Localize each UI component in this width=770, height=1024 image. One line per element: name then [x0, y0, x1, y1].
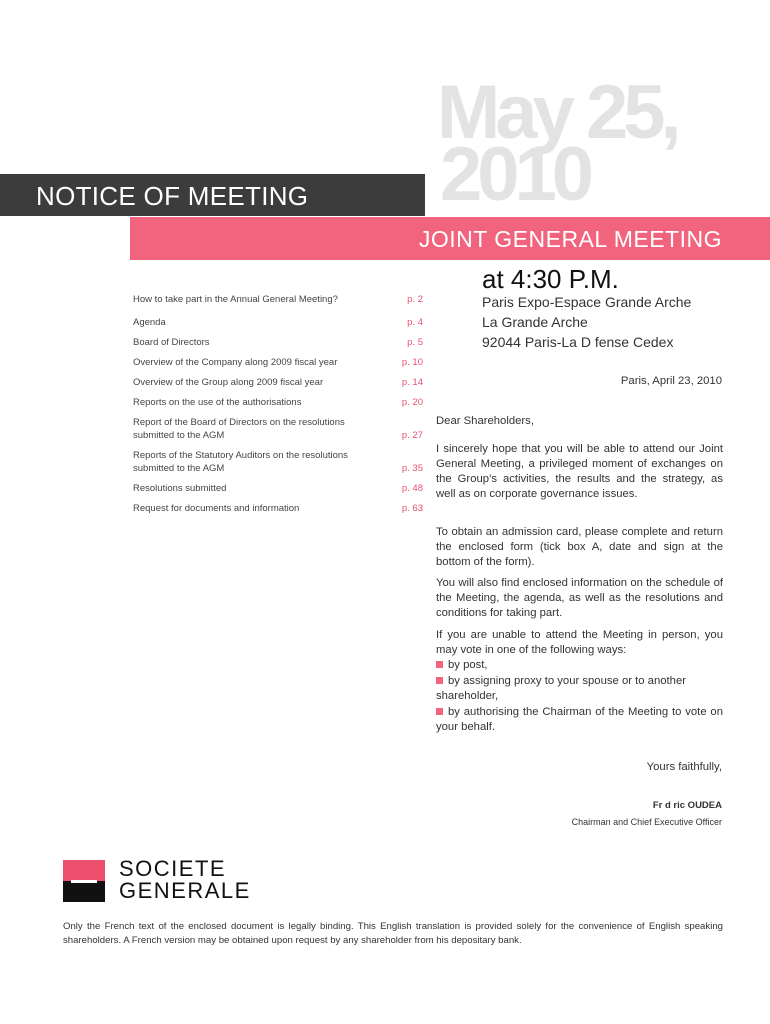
toc-item[interactable]: [133, 316, 423, 329]
toc-item-label: Report of the Board of Directors on the resolutions submitted to the AGM: [133, 417, 345, 441]
toc-item[interactable]: [133, 376, 423, 389]
toc-item-page: p. 63: [401, 503, 423, 514]
meeting-date-line2: 2010: [440, 132, 590, 217]
toc-item[interactable]: [133, 396, 423, 409]
toc-item-label: How to take part in the Annual General Meeting?: [133, 294, 338, 305]
toc-item-label: Reports of the Statutory Auditors on the resolutions submitted to the AGM: [133, 450, 348, 474]
meeting-title-bar: [130, 217, 770, 260]
notice-title-bar: [0, 174, 425, 216]
toc-item-label: Overview of the Company along 2009 fiscal year: [133, 357, 338, 368]
societe-generale-logo-icon: [63, 860, 105, 902]
toc-item[interactable]: [133, 356, 423, 369]
toc-item-page: p. 4: [407, 317, 423, 328]
toc-item-label: Request for documents and information: [133, 503, 300, 514]
toc-item-page: p. 35: [401, 463, 423, 474]
meeting-time: at 4:30 P.M.: [482, 264, 619, 294]
venue-line: 92044 Paris-La D fense Cedex: [482, 334, 674, 350]
meeting-title: JOINT GENERAL MEETING: [418, 226, 722, 252]
letter-closing: Yours faithfully,: [646, 761, 722, 773]
letter-paragraph: You will also find enclosed information on the schedule of the Meeting, the agenda, as well as the resolutions and conditions for taking part.: [436, 577, 723, 619]
toc-item-page: p. 48: [401, 483, 423, 494]
toc-item-page: p. 14: [401, 377, 423, 388]
vote-option-bullet: by post,: [436, 658, 723, 673]
legal-disclaimer: Only the French text of the enclosed document is legally binding. This English translation is provided solely for the convenience of English speaking shareholders. A French version may be obtained upon request by any shareholder from his depositary bank.: [63, 921, 723, 946]
toc-item-page: p. 10: [401, 357, 423, 368]
toc-item[interactable]: [133, 502, 423, 515]
toc-item[interactable]: [133, 449, 423, 475]
toc-item-label: Overview of the Group along 2009 fiscal year: [133, 377, 324, 388]
toc-item[interactable]: [133, 336, 423, 349]
toc-item-page: p. 20: [401, 397, 423, 408]
letter-salutation: Dear Shareholders,: [436, 415, 534, 427]
letter-paragraph: If you are unable to attend the Meeting in person, you may vote in one of the following ways:: [436, 629, 723, 656]
toc-item-page: p. 5: [407, 337, 423, 348]
logo-wordmark: [119, 858, 251, 902]
venue-line: La Grande Arche: [482, 314, 588, 330]
vote-option-bullet: by authorising the Chairman of the Meeting to vote on your behalf.: [436, 706, 723, 733]
toc-item-label: Agenda: [133, 317, 166, 328]
signer-title: Chairman and Chief Executive Officer: [571, 817, 722, 827]
notice-title: NOTICE OF MEETING: [36, 181, 309, 211]
letter-place-date: Paris, April 23, 2010: [620, 375, 722, 387]
toc-item[interactable]: [133, 416, 423, 442]
venue-line: Paris Expo-Espace Grande Arche: [482, 294, 692, 310]
toc-item-label: Resolutions submitted: [133, 483, 227, 494]
letter-paragraph: To obtain an admission card, please complete and return the enclosed form (tick box A, date and sign at the bottom of the form).: [436, 526, 723, 568]
toc-item-label: Reports on the use of the authorisations: [133, 397, 302, 408]
letter-paragraph: I sincerely hope that you will be able to attend our Joint General Meeting, a privileged moment of exchanges on the Group’s activities, the results and the strategy, as well as on corporate governance issues.: [436, 443, 723, 500]
toc-item[interactable]: [133, 293, 423, 306]
toc-item[interactable]: [133, 482, 423, 495]
toc-item-page: p. 27: [401, 430, 423, 441]
logo-line2: GENERALE: [119, 878, 251, 903]
vote-option-bullet: by assigning proxy to your spouse or to another shareholder,: [436, 674, 723, 704]
toc-item-label: Board of Directors: [133, 337, 210, 348]
toc-item-page: p. 2: [407, 294, 423, 305]
signer-name: Fr d ric OUDEA: [652, 800, 722, 811]
venue-address: [482, 292, 691, 352]
logo-line1: SOCIETE: [119, 856, 227, 881]
meeting-date-line1: May 25,: [437, 70, 677, 155]
